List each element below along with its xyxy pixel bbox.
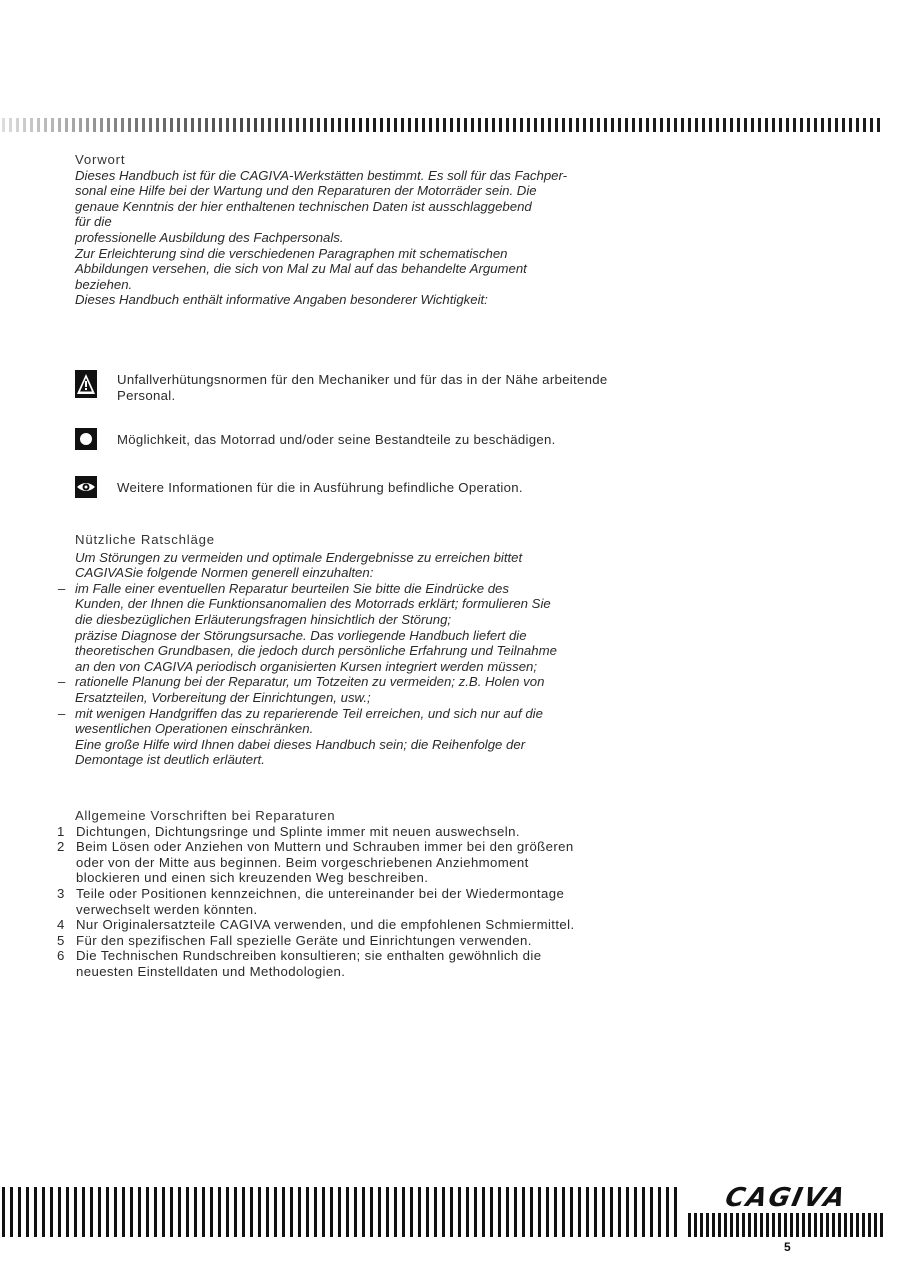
list-item (57, 886, 667, 917)
circle-dot-icon (75, 428, 97, 450)
dash-mark: – (58, 674, 66, 690)
logo-barcode-rule (688, 1213, 884, 1237)
text-line: Demontage ist deutlich erläutert. (75, 752, 265, 768)
text-line: genaue Kenntnis der hier enthaltenen technischen Daten ist ausschlaggebend (75, 198, 532, 214)
text-line: Abbildungen versehen, die sich von Mal zu Mal auf das behandelte Argument (75, 261, 527, 277)
text-line: beziehen. (75, 276, 133, 292)
eye-icon (75, 476, 97, 498)
list-item (57, 824, 667, 840)
text-line: professionelle Ausbildung des Fachpersonals. (75, 229, 344, 245)
text-line: im Falle einer eventuellen Reparatur beurteilen Sie bitte die Eindrücke des (75, 580, 509, 596)
text-line: die diesbezüglichen Erläuterungsfragen hinsichtlich der Störung; (75, 611, 452, 627)
text-line: verwechselt werden könnten. (76, 901, 258, 917)
list-item (59, 674, 667, 705)
tips-section (58, 532, 667, 768)
text-line: Zur Erleichterung sind die verschiedenen Paragraphen mit schematischen (75, 245, 508, 261)
cagiva-logo: CAGIVA (722, 1183, 850, 1213)
item-number: 3 (57, 885, 65, 901)
item-number: 1 (57, 823, 65, 839)
dash-mark: – (58, 705, 66, 721)
rules-title: Allgemeine Vorschriften bei Reparaturen (75, 808, 336, 823)
top-barcode-rule (2, 118, 882, 132)
text-line: CAGIVASie folgende Normen generell einzuhalten: (75, 565, 374, 581)
rules-section (57, 808, 667, 980)
text-line: rationelle Planung bei der Reparatur, um Totzeiten zu vermeiden; z.B. Holen von (75, 674, 545, 690)
text-line: Kunden, der Ihnen die Funktionsanomalien des Motorrads erklärt; formulieren Sie (75, 596, 551, 612)
text-line: sonal eine Hilfe bei der Wartung und den Reparaturen der Motorräder sein. Die (75, 183, 537, 199)
notice-line: Möglichkeit, das Motorrad und/oder seine Bestandteile zu beschädigen. (117, 432, 556, 447)
notice-line: Personal. (117, 387, 176, 403)
text-line: oder von der Mitte aus beginnen. Beim vorgeschriebenen Anziehmoment (76, 854, 529, 870)
list-item (57, 933, 667, 949)
list-item (59, 581, 667, 675)
foreword-text (75, 168, 667, 308)
item-number: 4 (57, 917, 65, 933)
notice-line: Weitere Informationen für die in Ausführung befindliche Operation. (117, 480, 523, 495)
text-line: präzise Diagnose der Störungsursache. Das vorliegende Handbuch liefert die (75, 627, 527, 643)
notice-damage (75, 428, 675, 450)
text-line: mit wenigen Handgriffen das zu reparierende Teil erreichen, und sich nur auf die (75, 705, 543, 721)
list-item (57, 917, 667, 933)
text-line: Nur Originalersatzteile CAGIVA verwenden, und die empfohlenen Schmiermittel. (76, 917, 575, 933)
notice-info (75, 476, 675, 498)
dash-mark: – (58, 580, 66, 596)
list-item (57, 839, 667, 886)
text-line: Die Technischen Rundschreiben konsultieren; sie enthalten gewöhnlich die (76, 948, 542, 964)
list-item (57, 948, 667, 979)
text-line: für die (75, 214, 112, 230)
page-number: 5 (784, 1240, 791, 1254)
text-line: wesentlichen Operationen einschränken. (75, 721, 314, 737)
text-line: Um Störungen zu vermeiden und optimale Endergebnisse zu erreichen bittet (75, 549, 523, 565)
text-line: Ersatzteilen, Vorbereitung der Einrichtungen, usw.; (75, 689, 371, 705)
tips-list (58, 580, 667, 768)
list-item (59, 706, 667, 768)
item-number: 5 (57, 932, 65, 948)
tips-title: Nützliche Ratschläge (75, 532, 215, 547)
item-number: 6 (57, 948, 65, 964)
text-line: Beim Lösen oder Anziehen von Muttern und Schrauben immer bei den größeren (76, 839, 574, 855)
text-line: neuesten Einstelldaten und Methodologien. (76, 963, 346, 979)
text-line: Eine große Hilfe wird Ihnen dabei dieses Handbuch sein; die Reihenfolge der (75, 736, 526, 752)
tips-intro (75, 550, 667, 581)
foreword-title: Vorwort (75, 152, 126, 167)
notice-line: Unfallverhütungsnormen für den Mechaniker und für das in der Nähe arbeitende (117, 372, 608, 387)
text-line: Dieses Handbuch ist für die CAGIVA-Werkstätten bestimmt. Es soll für das Fachper- (75, 167, 568, 183)
text-line: Dichtungen, Dichtungsringe und Splinte immer mit neuen auswechseln. (76, 823, 520, 839)
text-line: Teile oder Positionen kennzeichnen, die untereinander bei der Wiedermontage (76, 885, 565, 901)
rules-list (57, 823, 667, 980)
bottom-barcode-rule (2, 1187, 682, 1237)
text-line: blockieren und einen sich kreuzenden Weg beschreiben. (76, 870, 429, 886)
text-line: Für den spezifischen Fall spezielle Geräte und Einrichtungen verwenden. (76, 932, 532, 948)
text-line: an den von CAGIVA periodisch organisierten Kursen integriert werden müssen; (75, 658, 538, 674)
warning-triangle-icon (75, 370, 97, 398)
notice-safety (75, 370, 675, 403)
foreword-section (75, 152, 667, 308)
text-line: Dieses Handbuch enthält informative Angaben besonderer Wichtigkeit: (75, 292, 488, 308)
item-number: 2 (57, 839, 65, 855)
text-line: theoretischen Grundbasen, die jedoch durch persönliche Erfahrung und Teilnahme (75, 643, 557, 659)
